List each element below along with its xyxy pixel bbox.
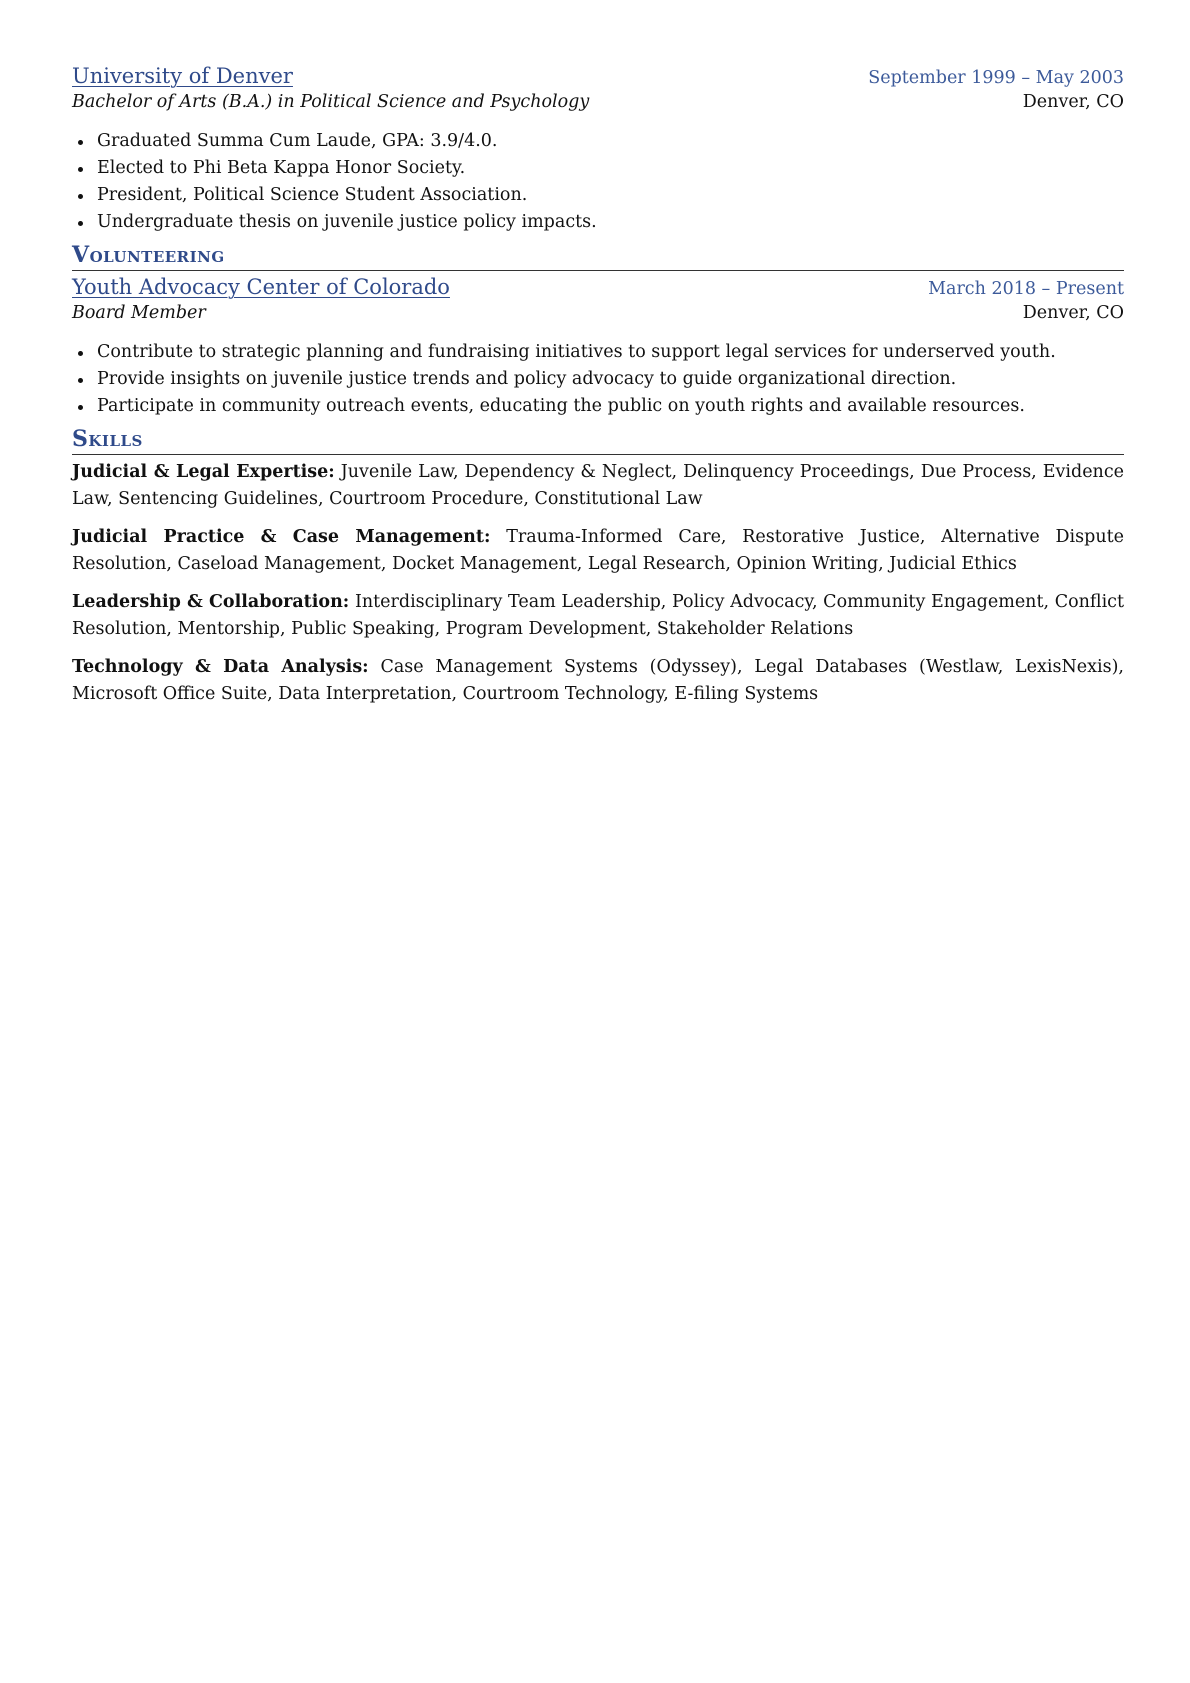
skill-group [72, 589, 1124, 643]
skills-section-heading: Skills [72, 424, 1124, 455]
skill-group-name: Technology & Data Analysis: [72, 657, 369, 677]
skills-list [72, 459, 1124, 708]
volunteering-organization-link[interactable]: Youth Advocacy Center of Colorado [72, 275, 450, 299]
skill-group-items: Juvenile Law, Dependency & Neglect, Delinquency Proceedings, Due Process, Evidence Law, Sentencing Guidelines, Courtroom Procedure, Constitutional Law [72, 462, 1124, 509]
volunteering-role: Board Member [72, 303, 206, 323]
skill-group [72, 654, 1124, 708]
education-bullet-list [72, 128, 1124, 236]
volunteering-entry-header [72, 275, 1124, 303]
skill-group-name: Judicial & Legal Expertise: [72, 462, 335, 482]
list-item: Elected to Phi Beta Kappa Honor Society. [72, 155, 1124, 182]
skill-group [72, 524, 1124, 578]
volunteering-bullet-list [72, 339, 1124, 420]
list-item: Undergraduate thesis on juvenile justice policy impacts. [72, 209, 1124, 236]
skill-group-items: Trauma-Informed Care, Restorative Justice, Alternative Dispute Resolution, Caseload Management, Docket Management, Legal Research, Opinion Writing, Judicial Ethics [72, 527, 1124, 574]
resume-page [72, 64, 1124, 719]
education-entry-header [72, 64, 1124, 92]
skill-group [72, 459, 1124, 513]
list-item: President, Political Science Student Association. [72, 182, 1124, 209]
skill-group-items: Interdisciplinary Team Leadership, Policy Advocacy, Community Engagement, Conflict Resolution, Mentorship, Public Speaking, Program Development, Stakeholder Relations [72, 592, 1124, 639]
volunteering-entry [72, 275, 1124, 420]
education-dates: September 1999 – May 2003 [868, 68, 1124, 88]
education-degree: Bachelor of Arts (B.A.) in Political Science and Psychology [72, 92, 590, 112]
education-institution-link[interactable]: University of Denver [72, 64, 293, 88]
volunteering-dates: March 2018 – Present [928, 279, 1124, 299]
list-item: Provide insights on juvenile justice trends and policy advocacy to guide organizational direction. [72, 366, 1124, 393]
skill-group-name: Leadership & Collaboration: [72, 592, 350, 612]
volunteering-entry-subheader [72, 303, 1124, 331]
education-entry-subheader [72, 92, 1124, 120]
list-item: Graduated Summa Cum Laude, GPA: 3.9/4.0. [72, 128, 1124, 155]
list-item: Contribute to strategic planning and fundraising initiatives to support legal services for underserved youth. [72, 339, 1124, 366]
skill-group-name: Judicial Practice & Case Management: [72, 527, 491, 547]
skill-group-items: Case Management Systems (Odyssey), Legal Databases (Westlaw, LexisNexis), Microsoft Office Suite, Data Interpretation, Courtroom Technology, E-filing Systems [72, 657, 1124, 704]
education-location: Denver, CO [1022, 92, 1124, 112]
volunteering-section-heading: Volunteering [72, 240, 1124, 271]
list-item: Participate in community outreach events, educating the public on youth rights and available resources. [72, 393, 1124, 420]
volunteering-location: Denver, CO [1022, 303, 1124, 323]
education-entry [72, 64, 1124, 236]
